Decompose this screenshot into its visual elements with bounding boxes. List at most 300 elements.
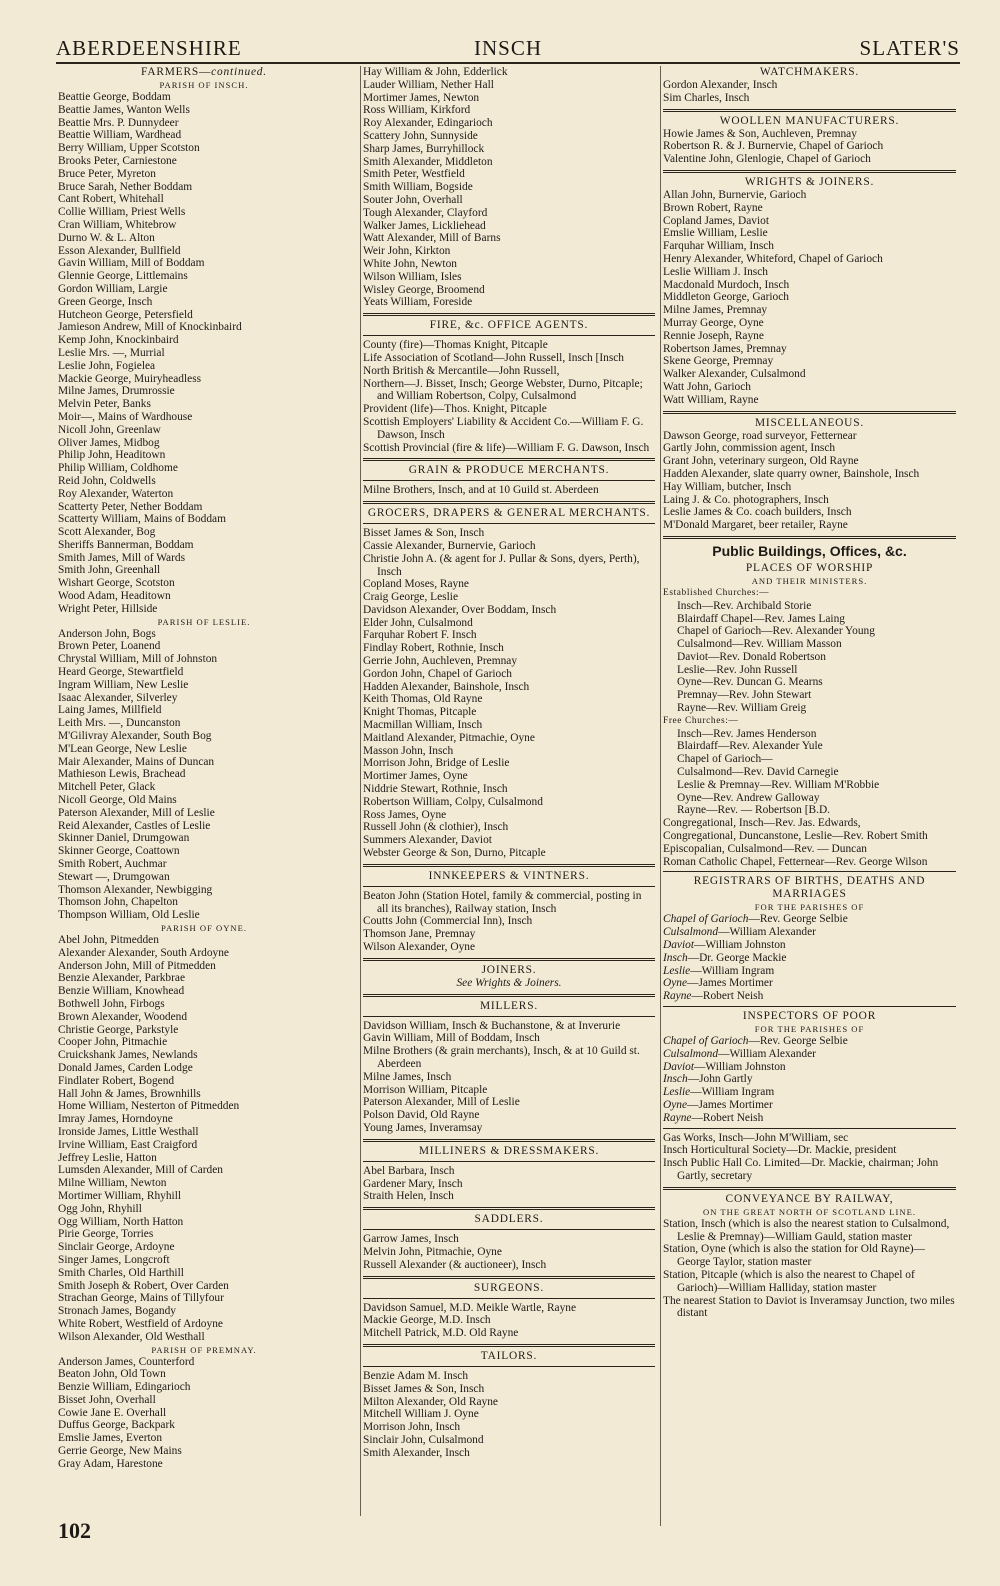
list-item: Sim Charles, Insch: [663, 91, 750, 104]
list-item: Reid John, Coldwells: [58, 474, 156, 487]
divider: [363, 1016, 655, 1017]
public-buildings-heading: Public Buildings, Offices, &c.: [712, 542, 907, 559]
list-item: Leslie—Rev. John Russell: [677, 663, 798, 676]
list-item: Watt John, Garioch: [663, 380, 751, 393]
list-item: Insch—Rev. Archibald Storie: [677, 599, 812, 612]
list-item: Tough Alexander, Clayford: [363, 206, 488, 219]
parish-name: Rayne: [663, 990, 692, 1003]
list-item: Masson John, Insch: [363, 744, 454, 757]
section-subtitle: FOR THE PARISHES OF: [754, 1024, 865, 1035]
page-number: 102: [58, 1518, 91, 1543]
list-item: Gordon John, Chapel of Garioch: [363, 667, 512, 680]
list-item: Walker Alexander, Culsalmond: [663, 368, 806, 381]
list-item: Wisley George, Broomend: [363, 283, 485, 296]
list-item: Ogg William, North Hatton: [58, 1215, 184, 1228]
list-item: Mair Alexander, Mains of Duncan: [58, 755, 215, 768]
parish-name: Chapel of Garioch: [663, 913, 749, 926]
list-item: Berry William, Upper Scotston: [58, 142, 200, 155]
list-item: Milne James, Drumrossie: [58, 385, 175, 398]
list-item: Cant Robert, Whitehall: [58, 193, 164, 206]
divider: [363, 994, 655, 997]
list-item: Yeats William, Foreside: [363, 296, 473, 309]
list-item: Durno W. & L. Alton: [58, 231, 155, 244]
list-item: Leith Mrs. —, Duncanston: [58, 717, 181, 730]
list-item: Milne Brothers (& grain merchants), Insch, & at 10 Guild st. Aberdeen: [363, 1045, 640, 1070]
list-item: [663, 977, 956, 990]
list-item: Scott Alexander, Bog: [58, 526, 156, 539]
list-item: Smith Alexander, Middleton: [363, 155, 493, 168]
list-item: Knight Thomas, Pitcaple: [363, 706, 477, 719]
list-item: Bisset James & Son, Insch: [363, 1382, 485, 1395]
list-item: Bruce Sarah, Nether Boddam: [58, 180, 193, 193]
list-item: Wilson Alexander, Oyne: [363, 941, 476, 954]
list-item: Bisset John, Overhall: [58, 1393, 156, 1406]
list-item: Beattie Mrs. P. Dunnydeer: [58, 116, 179, 129]
list-item: Mortimer William, Rhyhill: [58, 1189, 182, 1202]
list-item: Summers Alexander, Daviot: [363, 834, 492, 847]
list-item: Stewart —, Drumgowan: [58, 870, 170, 883]
list-item: Farquhar William, Insch: [663, 240, 774, 253]
list-item: Ross William, Kirkford: [363, 104, 471, 117]
list-item: Russell Alexander (& auctioneer), Insch: [363, 1258, 547, 1271]
section-title: MILLINERS & DRESSMAKERS.: [418, 1144, 600, 1157]
list-item: Gordon Alexander, Insch: [663, 79, 778, 91]
divider: [363, 1161, 655, 1162]
section-title: INNKEEPERS & VINTNERS.: [428, 869, 590, 882]
list-item: Copland James, Daviot: [663, 214, 769, 227]
officer-name: —Dr. George Mackie: [687, 951, 787, 964]
list-item: Hutcheon George, Petersfield: [58, 308, 193, 321]
list-item: Gardener Mary, Insch: [363, 1177, 463, 1190]
list-item: Smith Alexander, Insch: [363, 1446, 470, 1459]
section-title: SADDLERS.: [474, 1213, 544, 1226]
parish-name: Daviot: [663, 1060, 695, 1073]
list-item: Leslie James & Co. coach builders, Insch: [663, 506, 852, 519]
section-title: TAILORS.: [480, 1349, 538, 1362]
list-item: Davidson Alexander, Over Boddam, Insch: [363, 603, 557, 616]
list-item: Ironside James, Little Westhall: [58, 1125, 199, 1138]
officer-name: —William Alexander: [718, 1047, 816, 1060]
section-subtitle: ON THE GREAT NORTH OF SCOTLAND LINE.: [702, 1206, 916, 1217]
list-item: Beattie William, Wardhead: [58, 129, 182, 142]
list-item: Mortimer James, Oyne: [363, 770, 468, 783]
list-item: [663, 1086, 956, 1099]
list-item: Hay William & John, Edderlick: [363, 66, 508, 78]
list-item: Beattie James, Wanton Wells: [58, 103, 190, 116]
parish-name: Insch: [663, 951, 688, 964]
list-item: Benzie William, Edingarioch: [58, 1381, 191, 1394]
list-item: Skinner George, Coattown: [58, 845, 180, 858]
list-item: Kemp John, Knockinbaird: [58, 334, 179, 347]
list-item: Blairdaff Chapel—Rev. James Laing: [677, 612, 845, 625]
list-item: Gas Works, Insch—John M'William, sec: [663, 1131, 849, 1144]
list-item: Keith Thomas, Old Rayne: [363, 693, 483, 706]
list-item: Roman Catholic Chapel, Fetternear—Rev. George Wilson: [663, 855, 928, 868]
list-item: Thompson William, Old Leslie: [58, 909, 200, 922]
section-subtitle: AND THEIR MINISTERS.: [751, 575, 868, 586]
list-item: Station, Pitcaple (which is also the nearest to Chapel of Garioch)—William Halliday, station master: [663, 1268, 915, 1294]
list-item: Webster George & Son, Durno, Pitcaple: [363, 847, 546, 860]
list-item: Leslie John, Fogielea: [58, 359, 156, 372]
list-item: Young James, Inveramsay: [363, 1121, 483, 1134]
list-item: Oliver James, Midbog: [58, 436, 160, 449]
divider: [663, 871, 956, 872]
list-item: M'Gilivray Alexander, South Bog: [58, 730, 212, 743]
list-item: Sinclair John, Culsalmond: [363, 1433, 484, 1446]
list-item: Milne Brothers, Insch, and at 10 Guild st. Aberdeen: [363, 484, 599, 497]
list-item: North British & Mercantile—John Russell,: [363, 364, 560, 377]
list-item: Smith Robert, Auchmar: [58, 858, 167, 871]
list-item: Bothwell John, Firbogs: [58, 997, 165, 1010]
list-item: Brown Peter, Loanend: [58, 640, 161, 653]
list-item: Brooks Peter, Carniestone: [58, 154, 177, 167]
list-item: Mitchell William J. Oyne: [363, 1408, 479, 1421]
list-item: Morrison William, Pitcaple: [363, 1083, 488, 1096]
list-item: Roy Alexander, Edingarioch: [363, 117, 493, 130]
list-item: Laing James, Millfield: [58, 704, 162, 717]
list-item: Valentine John, Glenlogie, Chapel of Garioch: [663, 153, 871, 166]
section-title: MILLERS.: [480, 999, 538, 1012]
officer-name: —Robert Neish: [691, 1111, 764, 1124]
section-title: FIRE, &c. OFFICE AGENTS.: [429, 319, 589, 332]
list-item: Irvine William, East Craigford: [58, 1138, 198, 1151]
section-title: MISCELLANEOUS.: [755, 416, 864, 429]
parish-name: Leslie: [663, 1086, 691, 1099]
list-item: Hadden Alexander, Bainshole, Insch: [363, 680, 530, 693]
divider: [363, 501, 655, 504]
list-item: Benzie William, Knowhead: [58, 985, 185, 998]
divider: [363, 1207, 655, 1210]
list-item: Rennie Joseph, Rayne: [663, 329, 764, 342]
list-item: Insch Horticultural Society—Dr. Mackie, president: [663, 1144, 897, 1157]
list-item: Moir—, Mains of Wardhouse: [58, 410, 193, 423]
list-item: Middleton George, Garioch: [663, 291, 790, 304]
divider: [663, 170, 956, 173]
divider: [363, 458, 655, 461]
list-item: Culsalmond—Rev. William Masson: [677, 638, 842, 651]
list-item: Polson David, Old Rayne: [363, 1109, 480, 1122]
list-item: Culsalmond—Rev. David Carnegie: [677, 766, 839, 779]
list-item: Anderson James, Counterford: [58, 1355, 195, 1368]
list-item: Milne James, Premnay: [663, 304, 768, 317]
list-item: Brown Alexander, Woodend: [58, 1010, 188, 1023]
list-item: Oyne—Rev. Duncan G. Mearns: [677, 676, 823, 689]
list-item: Robertson James, Premnay: [663, 342, 787, 355]
list-item: Green George, Insch: [58, 295, 153, 308]
list-item: Christie George, Parkstyle: [58, 1023, 179, 1036]
section-title: CONVEYANCE BY RAILWAY,: [725, 1192, 894, 1205]
divider: [363, 313, 655, 316]
list-item: White Robert, Westfield of Ardoyne: [58, 1317, 223, 1330]
list-item: Glennie George, Littlemains: [58, 270, 188, 283]
parish-name: Culsalmond: [663, 1047, 719, 1060]
list-item: Smith John, Greenhall: [58, 564, 161, 577]
list-item: Melvin Peter, Banks: [58, 398, 151, 411]
list-item: [663, 952, 956, 965]
divider: [363, 1298, 655, 1299]
list-item: Beattie George, Boddam: [58, 91, 171, 103]
list-item: Home William, Nesterton of Pitmedden: [58, 1100, 240, 1113]
list-item: Donald James, Carden Lodge: [58, 1061, 193, 1074]
list-item: Thomson John, Chapelton: [58, 896, 178, 909]
column-2: [360, 66, 655, 1516]
section-title: INSPECTORS OF POOR: [742, 1010, 877, 1023]
section-title: WATCHMAKERS.: [759, 66, 860, 78]
list-item: Ingram William, New Leslie: [58, 678, 189, 691]
list-item: Beaton John (Station Hotel, family & commercial, posting in all its branches), Railway station, Insch: [363, 889, 642, 915]
list-item: Smith Peter, Westfield: [363, 168, 465, 181]
list-item: Hay William, butcher, Insch: [663, 480, 792, 493]
list-item: Scattery John, Sunnyside: [363, 129, 478, 142]
list-item: Bruce Peter, Myreton: [58, 167, 156, 180]
list-item: Howie James & Son, Auchleven, Premnay: [663, 127, 857, 140]
list-item: Smith James, Mill of Wards: [58, 551, 186, 564]
list-item: Abel Barbara, Insch: [363, 1164, 455, 1177]
list-item: Leslie William J. Insch: [663, 265, 768, 278]
parish-name: Oyne: [663, 1099, 688, 1111]
list-item: Nicoll George, Old Mains: [58, 794, 177, 807]
list-item: White John, Newton: [363, 257, 457, 270]
officer-name: —Rev. George Selbie: [748, 1035, 848, 1048]
list-item: Provident (life)—Thos. Knight, Pitcaple: [363, 403, 547, 416]
list-item: [663, 1061, 956, 1074]
list-item: Straith Helen, Insch: [363, 1190, 454, 1203]
list-item: Niddrie Stewart, Rothnie, Insch: [363, 783, 508, 796]
list-item: Chapel of Garioch—: [677, 753, 773, 766]
list-item: Weir John, Kirkton: [363, 245, 451, 258]
column-1: [58, 66, 350, 1516]
list-item: Imray James, Horndoyne: [58, 1113, 173, 1126]
list-item: Elder John, Culsalmond: [363, 616, 473, 629]
list-item: Congregational, Insch—Rev. Jas. Edwards,: [663, 817, 861, 830]
list-item: Christie John A. (& agent for J. Pullar & Sons, dyers, Perth), Insch: [363, 552, 640, 578]
list-item: [663, 926, 956, 939]
list-item: Scottish Employers' Liability & Accident Co.—William F. G. Dawson, Insch: [363, 415, 644, 441]
list-item: Gerrie George, New Mains: [58, 1445, 182, 1458]
divider: [363, 958, 655, 961]
list-item: Anderson John, Mill of Pitmedden: [58, 959, 216, 972]
list-item: Maitland Alexander, Pitmachie, Oyne: [363, 731, 535, 744]
column-2-body: [363, 66, 655, 1460]
list-item: Farquhar Robert F. Insch: [363, 629, 477, 642]
officer-name: —John Gartly: [687, 1073, 753, 1086]
list-item: Craig George, Leslie: [363, 591, 458, 604]
list-item: Garrow James, Insch: [363, 1233, 459, 1246]
list-item: Anderson John, Bogs: [58, 627, 156, 640]
parish-heading: PARISH OF PREMNAY.: [151, 1344, 257, 1355]
category-label: Free Churches:—: [663, 715, 739, 726]
section-title: JOINERS.: [481, 963, 537, 976]
list-item: Insch—Rev. James Henderson: [677, 727, 817, 740]
officer-name: —Rev. George Selbie: [748, 913, 848, 926]
cross-reference: See Wrights & Joiners.: [456, 976, 562, 989]
list-item: Henry Alexander, Whiteford, Chapel of Garioch: [663, 252, 883, 265]
list-item: Morrison John, Insch: [363, 1421, 461, 1434]
officer-name: —William Ingram: [690, 964, 775, 977]
list-item: Chrystal William, Mill of Johnston: [58, 653, 218, 666]
list-item: Mackie George, M.D. Insch: [363, 1314, 491, 1327]
list-item: Pirie George, Torries: [58, 1228, 154, 1241]
list-item: Philip John, Headitown: [58, 449, 166, 462]
divider: [363, 1229, 655, 1230]
list-item: Cooper John, Pitmachie: [58, 1036, 168, 1049]
list-item: Alexander Alexander, South Ardoyne: [58, 946, 229, 959]
list-item: Robertson William, Colpy, Culsalmond: [363, 795, 543, 808]
list-item: Copland Moses, Rayne: [363, 578, 469, 591]
list-item: Gerrie John, Auchleven, Premnay: [363, 655, 518, 668]
list-item: Jamieson Andrew, Mill of Knockinbaird: [58, 321, 242, 334]
list-item: Thomson Alexander, Newbigging: [58, 883, 213, 896]
list-item: Singer James, Longcroft: [58, 1253, 170, 1266]
list-item: Allan John, Burnervie, Garioch: [663, 188, 807, 201]
list-item: Scatterty Peter, Nether Boddam: [58, 500, 203, 513]
list-item: Strachan George, Mains of Tillyfour: [58, 1292, 224, 1305]
divider: [363, 1366, 655, 1367]
list-item: Gray Adam, Harestone: [58, 1457, 163, 1470]
divider: [363, 1276, 655, 1279]
list-item: Wishart George, Scotston: [58, 577, 175, 590]
header-town: INSCH: [473, 36, 543, 60]
list-item: Brown Robert, Rayne: [663, 201, 763, 214]
list-item: Hall John & James, Brownhills: [58, 1087, 201, 1100]
divider: [663, 1006, 956, 1007]
parish-name: Culsalmond: [663, 926, 719, 939]
list-item: Smith Charles, Old Harthill: [58, 1266, 184, 1279]
list-item: Rayne—Rev. — Robertson [B.D.: [677, 804, 831, 817]
header-county: ABERDEENSHIRE: [56, 36, 242, 60]
list-item: Findlay Robert, Rothnie, Insch: [363, 642, 504, 655]
list-item: Daviot—Rev. Donald Robertson: [677, 650, 826, 663]
officer-name: —William Johnston: [694, 1060, 786, 1073]
list-item: M'Donald Margaret, beer retailer, Rayne: [663, 519, 848, 532]
list-item: Blairdaff—Rev. Alexander Yule: [677, 740, 823, 753]
list-item: Isaac Alexander, Silverley: [58, 691, 178, 704]
list-item: Mathieson Lewis, Brachead: [58, 768, 186, 781]
list-item: Life Association of Scotland—John Russell, Insch [Insch: [363, 351, 624, 364]
list-item: Wright Peter, Hillside: [58, 602, 158, 615]
parish-heading: PARISH OF LESLIE.: [157, 616, 251, 627]
list-item: M'Lean George, New Leslie: [58, 742, 187, 755]
list-item: Heard George, Stewartfield: [58, 666, 184, 679]
list-item: Ross James, Oyne: [363, 808, 447, 821]
list-item: Nicoll John, Greenlaw: [58, 423, 161, 436]
list-item: Milton Alexander, Old Rayne: [363, 1395, 498, 1408]
divider: [663, 1187, 956, 1190]
list-item: Duffus George, Backpark: [58, 1419, 175, 1432]
list-item: Sharp James, Burryhillock: [363, 142, 485, 155]
parish-heading: PARISH OF OYNE.: [160, 923, 248, 933]
list-item: Cruickshank James, Newlands: [58, 1049, 198, 1062]
list-item: Findlater Robert, Bogend: [58, 1074, 175, 1087]
list-item: Episcopalian, Culsalmond—Rev. — Duncan: [663, 842, 867, 855]
list-item: Skinner Daniel, Drumgowan: [58, 832, 190, 845]
list-item: Lumsden Alexander, Mill of Carden: [58, 1164, 223, 1177]
divider: [663, 1128, 956, 1129]
divider: [363, 864, 655, 867]
list-item: Insch Public Hall Co. Limited—Dr. Mackie, chairman; John Gartly, secretary: [663, 1157, 939, 1182]
parish-heading: PARISH OF INSCH.: [159, 80, 249, 90]
list-item: Wood Adam, Headitown: [58, 590, 171, 603]
list-item: Chapel of Garioch—Rev. Alexander Young: [677, 625, 875, 638]
list-item: Mitchell Patrick, M.D. Old Rayne: [363, 1327, 519, 1340]
list-item: [663, 1112, 956, 1125]
list-item: Morrison John, Bridge of Leslie: [363, 757, 510, 770]
column-3: [660, 66, 956, 1526]
list-item: Smith Joseph & Robert, Over Carden: [58, 1279, 229, 1292]
list-item: [663, 990, 956, 1003]
list-item: Premnay—Rev. John Stewart: [677, 689, 812, 702]
officer-name: —William Alexander: [718, 926, 816, 939]
list-item: Beaton John, Old Town: [58, 1368, 166, 1381]
list-item: Scatterty William, Mains of Boddam: [58, 513, 226, 526]
list-item: Sinclair George, Ardoyne: [58, 1241, 175, 1254]
list-item: Robertson R. & J. Burnervie, Chapel of Garioch: [663, 140, 884, 153]
list-item: Station, Oyne (which is also the station for Old Rayne)—George Taylor, station master: [663, 1243, 925, 1269]
list-item: Grant John, veterinary surgeon, Old Rayne: [663, 455, 859, 468]
section-title: REGISTRARS OF BIRTHS, DEATHS AND MARRIAGES: [693, 875, 926, 901]
officer-name: —James Mortimer: [687, 1099, 773, 1111]
list-item: [663, 1099, 956, 1112]
list-item: Skene George, Premnay: [663, 355, 774, 368]
list-item: County (fire)—Thomas Knight, Pitcaple: [363, 339, 548, 352]
list-item: Lauder William, Nether Hall: [363, 78, 494, 91]
divider: [663, 536, 956, 539]
section-title: WOOLLEN MANUFACTURERS.: [719, 114, 900, 127]
divider: [363, 886, 655, 887]
list-item: Smith William, Bogside: [363, 181, 473, 194]
list-item: Coutts John (Commercial Inn), Insch: [363, 915, 533, 928]
list-item: Russell John (& clothier), Insch: [363, 821, 509, 834]
officer-name: —William Johnston: [694, 939, 786, 952]
parish-name: Daviot: [663, 939, 695, 952]
list-item: Watt Alexander, Mill of Barns: [363, 232, 501, 245]
list-item: [663, 1035, 956, 1048]
header-publisher: SLATER'S: [859, 36, 960, 60]
farmers-list: [58, 79, 350, 1471]
list-item: Davidson William, Insch & Buchanstone, & at Inverurie: [363, 1019, 621, 1032]
list-item: Gavin William, Mill of Boddam, Insch: [363, 1032, 540, 1045]
list-item: Milne James, Insch: [363, 1070, 452, 1083]
divider: [363, 523, 655, 524]
parish-name: Leslie: [663, 964, 691, 977]
list-item: Sheriffs Bannerman, Boddam: [58, 538, 194, 551]
list-item: Melvin John, Pitmachie, Oyne: [363, 1245, 502, 1258]
list-item: Souter John, Overhall: [363, 193, 463, 206]
list-item: [663, 1073, 956, 1086]
list-item: Wilson William, Isles: [363, 270, 462, 283]
list-item: [663, 965, 956, 978]
list-item: Macdonald Murdoch, Insch: [663, 278, 790, 291]
list-item: Gartly John, commission agent, Insch: [663, 442, 836, 455]
section-title-farmers: FARMERS—continued.: [141, 66, 267, 78]
officer-name: —William Ingram: [690, 1086, 775, 1099]
divider: [663, 411, 956, 414]
list-item: [663, 1048, 956, 1061]
list-item: [663, 939, 956, 952]
parish-name: Oyne: [663, 977, 688, 990]
divider: [363, 335, 655, 336]
list-item: The nearest Station to Daviot is Inveramsay Junction, two miles distant: [663, 1294, 955, 1320]
divider: [363, 1344, 655, 1347]
list-item: Cran William, Whitebrow: [58, 218, 177, 231]
officer-name: —Robert Neish: [691, 990, 764, 1003]
list-item: Bisset James & Son, Insch: [363, 527, 485, 540]
list-item: Jeffrey Leslie, Hatton: [58, 1151, 157, 1164]
list-item: Stronach James, Bogandy: [58, 1305, 176, 1318]
list-item: Leslie Mrs. —, Murrial: [58, 346, 165, 359]
section-title: GROCERS, DRAPERS & GENERAL MERCHANTS.: [367, 507, 651, 520]
list-item: Mitchell Peter, Glack: [58, 781, 156, 794]
